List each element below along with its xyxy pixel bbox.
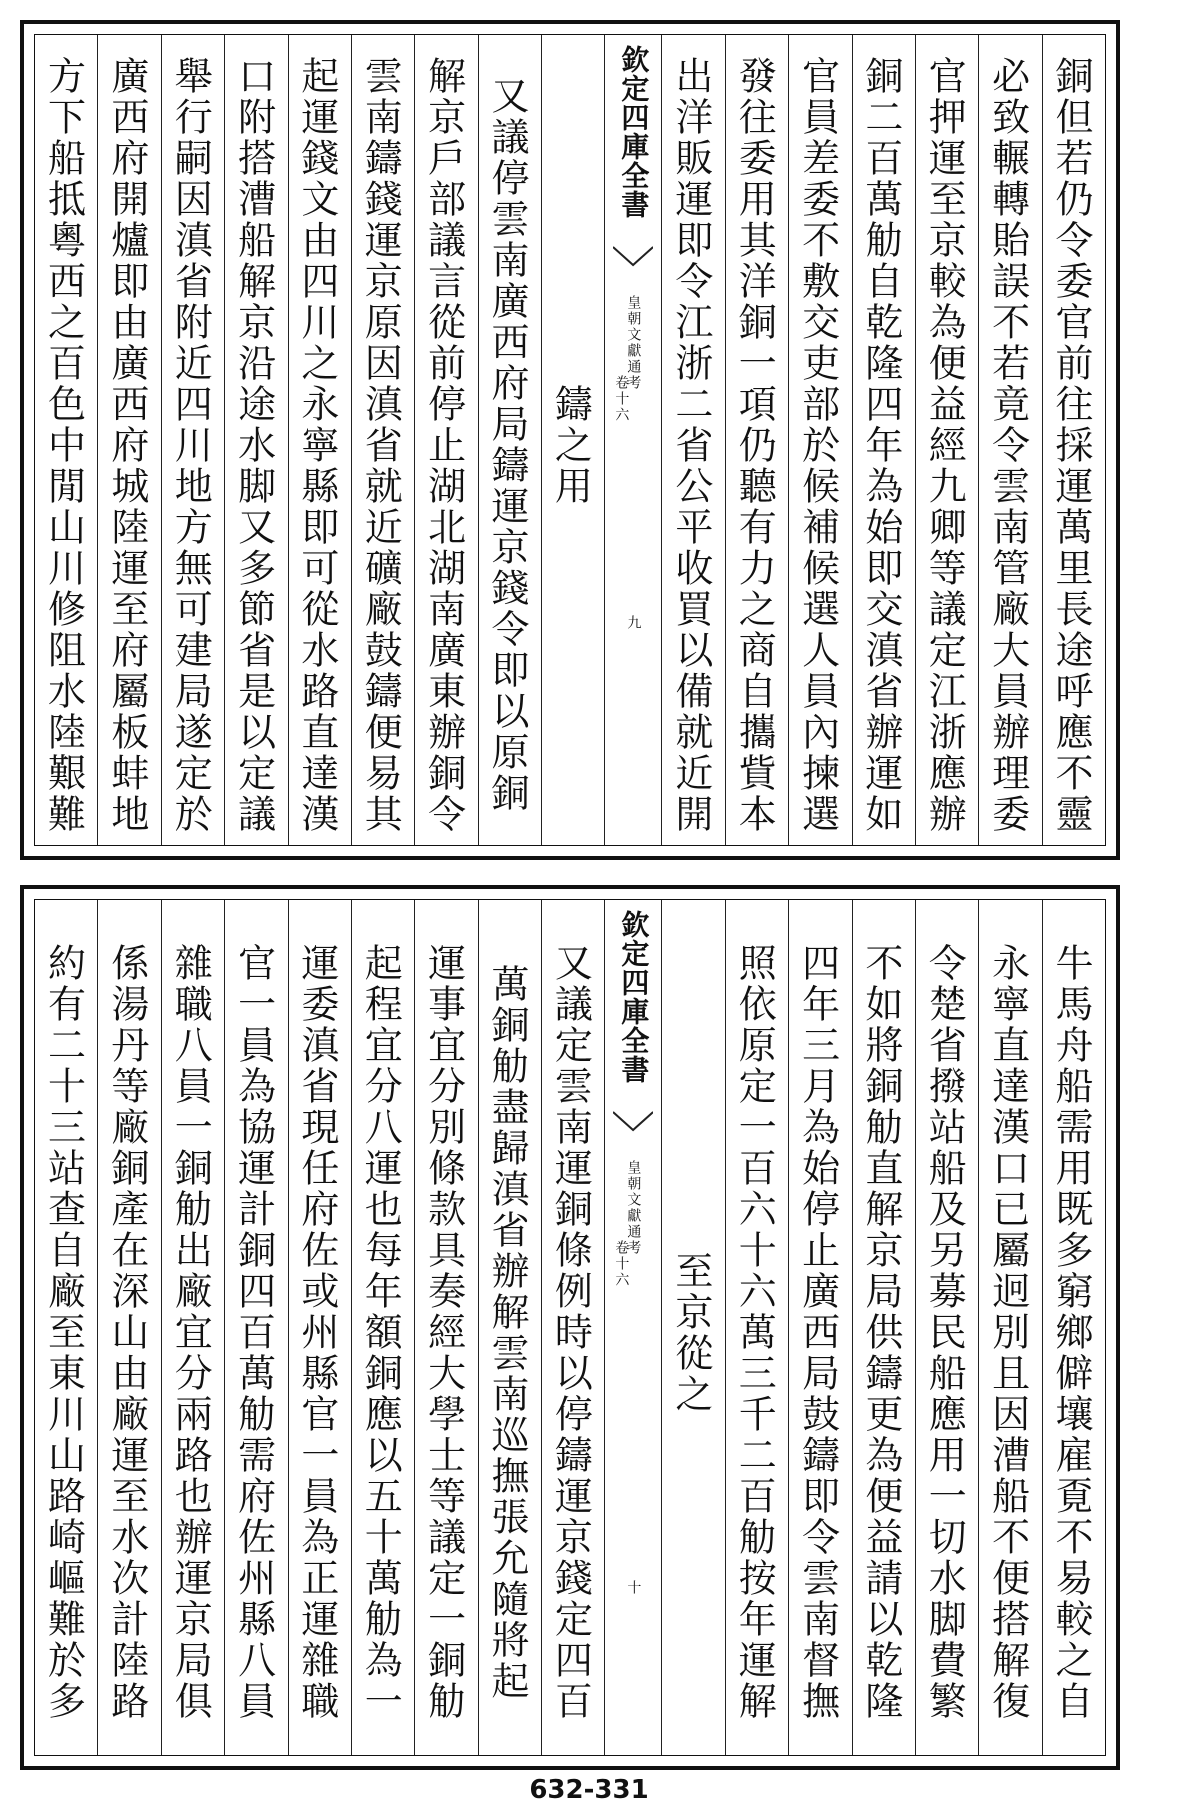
- top-text-column: [97, 35, 160, 845]
- bottom-volume: 卷十六: [613, 1240, 630, 1288]
- top-folio-number: 九: [625, 615, 642, 631]
- top-text-column-text: 發往委用其洋銅一項仍聽有力之商自攜貲本: [732, 55, 777, 835]
- top-text-column-text: 廣西府開爐即由廣西府城陸運至府屬板蚌地: [104, 55, 149, 835]
- top-text-column: [288, 35, 351, 845]
- bottom-text-column: [1042, 900, 1105, 1755]
- top-text-column-text: 解京戶部議言從前停止湖北湖南廣東辦銅令: [421, 55, 466, 835]
- bottom-text-column: [97, 900, 160, 1755]
- bottom-text-column-text: 令楚省撥站船及另募民船應用一切水脚費繁: [922, 943, 967, 1722]
- bottom-text-column-text: 不如將銅觔直解京局供鑄更為便益請以乾隆: [858, 943, 903, 1722]
- top-center-title: 欽定四庫全書: [617, 45, 651, 219]
- top-text-column: [915, 35, 978, 845]
- bottom-text-column: [478, 900, 541, 1755]
- top-text-column: [351, 35, 414, 845]
- top-text-column: [161, 35, 224, 845]
- top-text-column-text: 銅二百萬觔自乾隆四年為始即交滇省辦運如: [858, 55, 903, 835]
- top-text-column-text: 方下船抵粵西之百色中閒山川修阻水陸艱難: [41, 55, 86, 835]
- bottom-text-column: [224, 900, 287, 1755]
- top-text-column-text: 口附搭漕船解京沿途水脚又多節省是以定議: [231, 55, 276, 835]
- top-center-column: [604, 35, 661, 845]
- top-page: [20, 20, 1120, 860]
- bottom-text-column-text: 係湯丹等廠銅產在深山由廠運至水次計陸路: [104, 943, 149, 1722]
- bottom-text-column: [725, 900, 788, 1755]
- bottom-center-column: [604, 900, 661, 1755]
- bottom-text-column: [414, 900, 477, 1755]
- bottom-text-column-text: 牛馬舟船需用既多窮鄉僻壤雇覔不易較之自: [1049, 943, 1093, 1722]
- bottom-text-column: [915, 900, 978, 1755]
- top-volume: 卷十六: [613, 375, 630, 423]
- top-fish-tail-mark: [613, 245, 653, 267]
- bottom-text-column-text: 又議定雲南運銅條例時以停鑄運京錢定四百: [548, 943, 593, 1722]
- bottom-text-column: [978, 900, 1041, 1755]
- bottom-text-column: [788, 900, 851, 1755]
- top-text-column: [725, 35, 788, 845]
- bottom-text-column: [288, 900, 351, 1755]
- top-text-column: [224, 35, 287, 845]
- top-text-column: [541, 35, 604, 845]
- top-text-column: [35, 35, 97, 845]
- top-text-column: [978, 35, 1041, 845]
- top-text-column-text: 出洋販運即令江浙二省公平收買以備就近開: [668, 55, 713, 835]
- top-page-frame: [34, 34, 1106, 846]
- bottom-text-column-text: 運委滇省現任府佐或州縣官一員為正運雜職: [294, 943, 339, 1722]
- bottom-text-column: [351, 900, 414, 1755]
- top-text-column-text: 官押運至京較為便益經九卿等議定江浙應辦: [922, 55, 967, 835]
- bottom-page-frame: [34, 899, 1106, 1756]
- bottom-page-columns: [35, 900, 1105, 1755]
- top-text-column-text: 舉行嗣因滇省附近四川地方無可建局遂定於: [168, 55, 213, 835]
- bottom-text-column-text: 起程宜分八運也每年額銅應以五十萬觔為一: [358, 943, 403, 1722]
- bottom-text-column-text: 至京從之: [668, 1250, 713, 1415]
- bottom-text-column-text: 照依原定一百六十六萬三千二百觔按年運解: [732, 943, 777, 1722]
- top-page-columns: [35, 35, 1105, 845]
- bottom-text-column-text: 永寧直達漢口已屬迥別且因漕船不便搭解復: [985, 943, 1030, 1722]
- bottom-text-column: [161, 900, 224, 1755]
- bottom-fish-tail-mark: [613, 1110, 653, 1132]
- top-book-name: 皇朝文獻通考: [625, 295, 642, 391]
- top-text-column: [1042, 35, 1105, 845]
- bottom-text-column: [541, 900, 604, 1755]
- bottom-text-column-text: 四年三月為始停止廣西局鼓鑄即令雲南督撫: [795, 943, 840, 1722]
- top-text-column-text: 起運錢文由四川之永寧縣即可從水路直達漢: [294, 55, 339, 835]
- top-text-column-text: 必致輾轉貽誤不若竟令雲南管廠大員辦理委: [985, 55, 1030, 835]
- bottom-text-column: [852, 900, 915, 1755]
- top-text-column-text: 又議停雲南廣西府局鑄運京錢令即以原銅: [485, 76, 529, 814]
- bottom-text-column: [35, 900, 97, 1755]
- top-text-column-text: 雲南鑄錢運京原因滇省就近礦廠鼓鑄便易其: [358, 55, 403, 835]
- bottom-text-column-text: 約有二十三站查自廠至東川山路崎嶇難於多: [41, 943, 86, 1722]
- top-text-column-text: 官員差委不敷交吏部於候補候選人員內揀選: [795, 55, 840, 835]
- top-text-column-text: 鑄之用: [548, 383, 593, 507]
- bottom-center-title: 欽定四庫全書: [617, 910, 651, 1084]
- top-text-column: [852, 35, 915, 845]
- bottom-text-column-text: 萬銅觔盡歸滇省辦解雲南巡撫張允隨將起: [485, 963, 529, 1702]
- bottom-text-column: [661, 900, 724, 1755]
- bottom-text-column-text: 運事宜分別條款具奏經大學士等議定一銅觔: [421, 943, 466, 1722]
- top-text-column-text: 銅但若仍令委官前往採運萬里長途呼應不靈: [1049, 55, 1093, 835]
- top-text-column: [414, 35, 477, 845]
- bottom-text-column-text: 官一員為協運計銅四百萬觔需府佐州縣八員: [231, 943, 276, 1722]
- bottom-text-column-text: 雜職八員一銅觔出廠宜分兩路也辦運京局俱: [168, 943, 213, 1722]
- bottom-page: [20, 885, 1120, 1770]
- top-text-column: [661, 35, 724, 845]
- bottom-folio-number: 十: [625, 1580, 642, 1596]
- page-number: 632-331: [529, 1775, 649, 1805]
- top-text-column: [478, 35, 541, 845]
- bottom-book-name: 皇朝文獻通考: [625, 1160, 642, 1256]
- top-text-column: [788, 35, 851, 845]
